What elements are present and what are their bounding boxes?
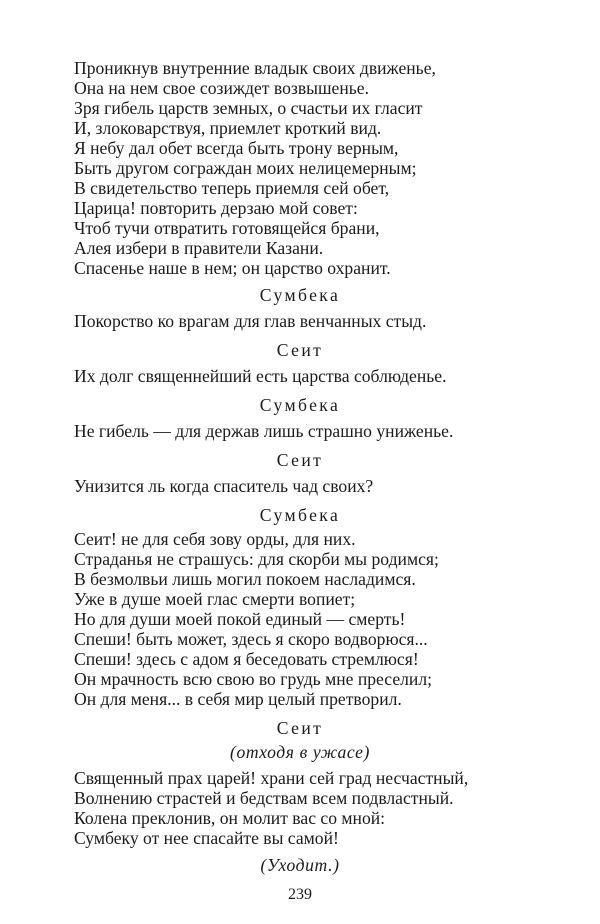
- verse-line: Он мрачность всю свою во грудь мне преселил;: [74, 669, 432, 689]
- verse-line: Спасенье наше в нем; он царство охранит.: [74, 258, 391, 278]
- speaker-name: Сеит: [276, 340, 324, 360]
- verse-line: Она на нем свое созиждет возвышенье.: [74, 78, 369, 98]
- verse-line: Чтоб тучи отвратить готовящейся брани,: [74, 218, 380, 238]
- verse-line: Волнению страстей и бедствам всем подвластный.: [74, 788, 454, 808]
- verse-line: Сеит! не для себя зову орды, для них.: [74, 529, 356, 549]
- stage-direction: (отходя в ужасе): [230, 742, 370, 762]
- verse-line: Спеши! здесь с адом я беседовать стремлюся!: [74, 649, 419, 669]
- speaker-name: Сумбека: [259, 395, 341, 415]
- verse-line: Их долг священнейший есть царства соблюденье.: [74, 366, 447, 386]
- verse-line: Уже в душе моей глас смерти вопиет;: [74, 589, 356, 609]
- verse-line: Я небу дал обет всегда быть трону верным,: [74, 138, 399, 158]
- verse-line: В свидетельство теперь приемля сей обет,: [74, 178, 390, 198]
- verse-line: Проникнув внутренние владык своих движенье,: [74, 58, 436, 78]
- speaker-name: Сумбека: [259, 285, 341, 305]
- verse-line: Быть другом сограждан моих нелицемерным;: [74, 158, 417, 178]
- verse-line: Но для души моей покой единый — смерть!: [74, 609, 406, 629]
- verse-line: Спеши! быть может, здесь я скоро водворюся...: [74, 629, 428, 649]
- verse-line: Покорство ко врагам для глав венчанных стыд.: [74, 311, 427, 331]
- verse-line: Священный прах царей! храни сей град несчастный,: [74, 768, 469, 788]
- verse-line: В безмолвьи лишь могил покоем насладимся.: [74, 569, 416, 589]
- verse-line: Страданья не страшусь: для скорби мы родимся;: [74, 549, 439, 569]
- verse-line: Царица! повторить дерзаю мой совет:: [74, 198, 358, 218]
- stage-direction: (Уходит.): [260, 855, 340, 875]
- verse-line: Зря гибель царств земных, о счастьи их гласит: [74, 98, 423, 118]
- verse-line: Унизится ль когда спаситель чад своих?: [74, 476, 374, 496]
- verse-line: Алея избери в правители Казани.: [74, 238, 324, 258]
- verse-line: И, злоковарствуя, приемлет кроткий вид.: [74, 118, 382, 138]
- verse-line: Колена преклонив, он молит вас со мной:: [74, 808, 386, 828]
- speaker-name: Сеит: [276, 450, 324, 470]
- verse-line: Не гибель — для держав лишь страшно униженье.: [74, 421, 454, 441]
- verse-line: Сумбеку от нее спасайте вы самой!: [74, 828, 339, 848]
- speaker-name: Сумбека: [259, 505, 341, 525]
- page-number: 239: [288, 886, 312, 903]
- speaker-name: Сеит: [276, 718, 324, 738]
- verse-line: Он для меня... в себя мир целый претворил.: [74, 689, 402, 709]
